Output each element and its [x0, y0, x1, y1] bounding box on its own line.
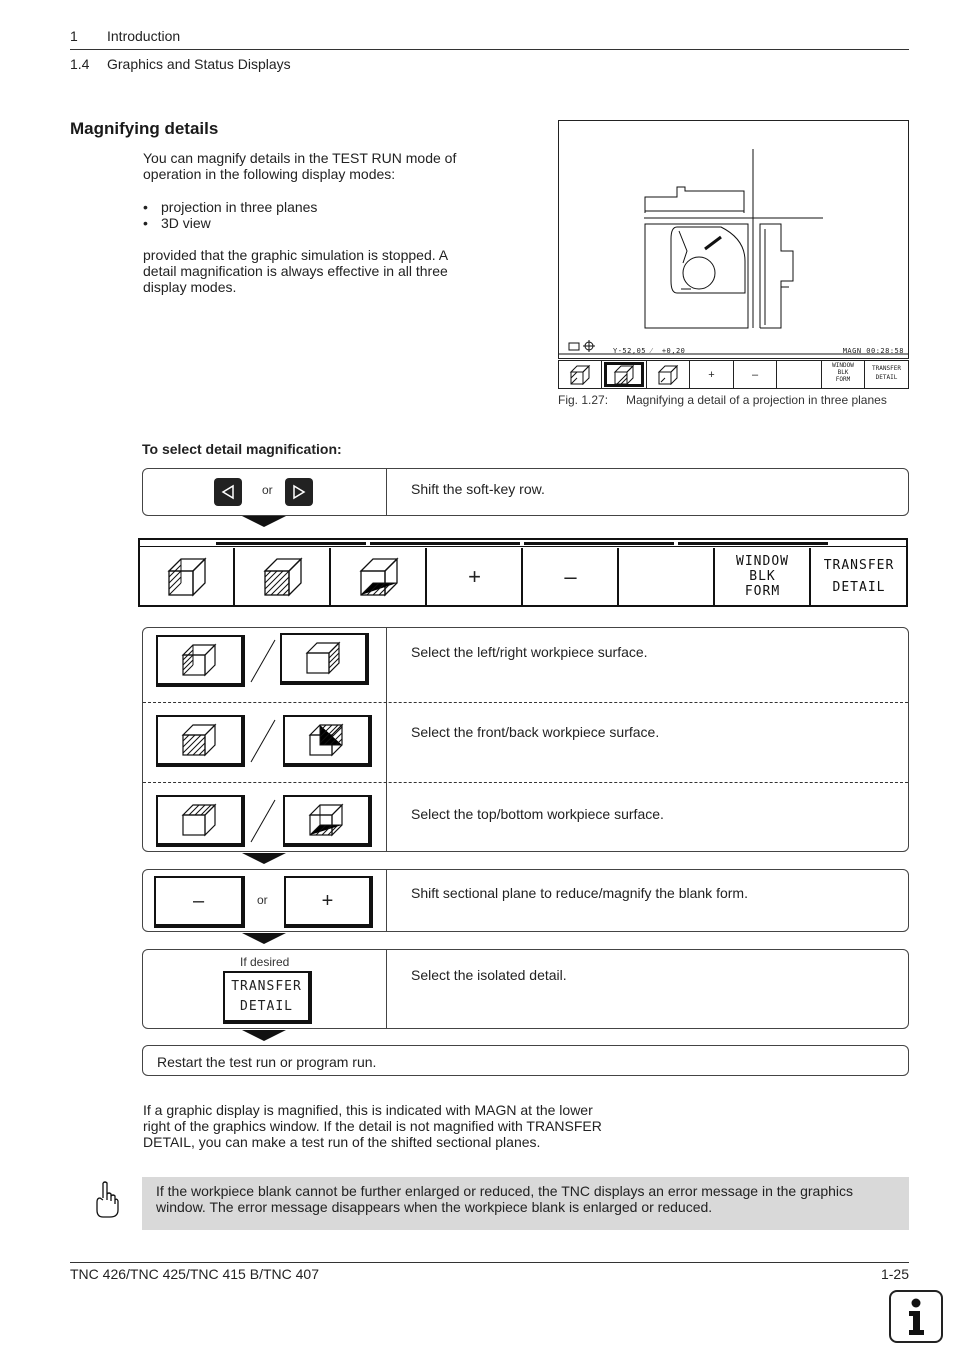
transfer-detail-key[interactable]: TRANSFER DETAIL: [223, 971, 312, 1024]
softkey-empty: [620, 548, 715, 605]
header-rule: [70, 49, 909, 50]
cube-left-icon: [569, 365, 591, 385]
list-item: • 3D view: [143, 215, 211, 231]
step-surface-selection: [142, 627, 909, 852]
triangle-left-icon: [220, 484, 236, 500]
step-text: Shift sectional plane to reduce/magnify the blank form.: [411, 885, 748, 901]
pointing-hand-icon: [92, 1180, 120, 1220]
cube-front-icon: [180, 723, 220, 757]
footer-models: TNC 426/TNC 425/TNC 415 B/TNC 407: [70, 1266, 319, 1282]
figure-caption: Magnifying a detail of a projection in three planes: [626, 393, 887, 407]
chapter-title: Introduction: [107, 28, 181, 44]
minus-key[interactable]: –: [154, 876, 245, 928]
procedure-title: To select detail magnification:: [142, 441, 342, 457]
cube-back-icon: [307, 723, 347, 757]
section-title: Graphics and Status Displays: [107, 56, 291, 72]
triangle-right-icon: [291, 484, 307, 500]
step-shift-plane: [142, 869, 909, 932]
cube-left-icon: [180, 643, 220, 677]
footer-rule: [70, 1262, 909, 1263]
figure-softkey-plus[interactable]: +: [690, 361, 734, 388]
cube-front-hatched-icon: [261, 557, 305, 597]
cube-top-icon: [657, 365, 679, 385]
note-box: [142, 1177, 909, 1230]
step-shift-softkey-row: [142, 468, 909, 516]
step-text: Select the top/bottom workpiece surface.: [411, 806, 664, 822]
step-text: Shift the soft-key row.: [411, 481, 545, 497]
softkey-transfer-detail[interactable]: TRANSFER DETAIL: [823, 557, 895, 595]
figure-softkey-bar: [558, 360, 909, 389]
softkey-row: [138, 538, 908, 607]
projection-drawing: [559, 121, 908, 358]
back-surface-key[interactable]: [283, 715, 372, 767]
arrow-left-key[interactable]: [214, 478, 242, 506]
or-label: or: [262, 483, 273, 497]
step-restart: [142, 1045, 909, 1076]
bullet-list: [143, 199, 317, 231]
step-text: Restart the test run or program run.: [157, 1054, 377, 1070]
slash-separator: [249, 718, 277, 764]
figure-softkey-minus[interactable]: –: [734, 361, 777, 388]
right-surface-key[interactable]: [280, 633, 369, 685]
or-label: or: [257, 893, 268, 907]
step-transfer-detail: [142, 949, 909, 1029]
softkey-window-blk-form[interactable]: WINDOW BLK FORM: [716, 548, 811, 605]
cube-top-icon: [180, 803, 220, 837]
figure-softkey-window-blk-form[interactable]: WINDOW BLK FORM: [822, 361, 865, 388]
softkey-top-bottom[interactable]: [332, 548, 427, 605]
left-surface-key[interactable]: [156, 635, 245, 687]
cube-right-icon: [304, 641, 344, 675]
softkey-plus[interactable]: +: [428, 548, 523, 605]
softkey-minus[interactable]: –: [524, 548, 619, 605]
bottom-surface-key[interactable]: [283, 795, 372, 847]
top-surface-key[interactable]: [156, 795, 245, 847]
figure-caption-number: Fig. 1.27:: [558, 393, 609, 407]
arrow-down-icon: [242, 933, 286, 944]
step-text: Select the front/back workpiece surface.: [411, 724, 660, 740]
arrow-down-icon: [242, 853, 286, 864]
step-text: Select the isolated detail.: [411, 967, 567, 983]
step-text: Select the left/right workpiece surface.: [411, 644, 648, 660]
softkey-front-back[interactable]: [236, 548, 331, 605]
page-number: 1-25: [880, 1266, 909, 1282]
arrow-right-key[interactable]: [285, 478, 313, 506]
softkey-left-right[interactable]: [140, 548, 235, 605]
arrow-down-icon: [242, 1030, 286, 1041]
info-icon[interactable]: [889, 1290, 943, 1343]
coordinate-readout: Y-52,05 ⁄ +0,20: [613, 347, 686, 355]
cube-bottom-hatched-icon: [357, 557, 401, 597]
graphics-screen: [558, 120, 909, 359]
slash-separator: [249, 638, 277, 684]
cube-front-icon: [613, 365, 635, 385]
arrow-down-icon: [242, 516, 286, 527]
cube-bottom-icon: [307, 803, 347, 837]
figure-softkey-empty: [777, 361, 822, 388]
chapter-number: 1: [70, 28, 78, 44]
front-surface-key[interactable]: [156, 715, 245, 767]
if-desired-label: If desired: [240, 955, 290, 969]
note-text: If the workpiece blank cannot be further enlarged or reduced, the TNC displays an error message in the graphics window. The error message disappears when the workpiece blank is enlarged or reduced.: [156, 1183, 854, 1215]
cube-left-hatched-icon: [165, 557, 209, 597]
plus-key[interactable]: +: [284, 876, 373, 928]
figure-softkey-front-back[interactable]: [604, 362, 644, 387]
figure-softkey-left-right[interactable]: [559, 361, 602, 388]
figure-softkey-top-bottom[interactable]: [646, 361, 690, 388]
figure-softkey-transfer-detail[interactable]: TRANSFER DETAIL: [872, 365, 901, 381]
section-number: 1.4: [70, 56, 90, 72]
page-title: Magnifying details: [70, 119, 219, 138]
slash-separator: [249, 798, 277, 844]
closing-paragraph: If a graphic display is magnified, this is indicated with MAGN at the lower right of the graphics window. If the detail is not magnified with TRANSFER DETAIL, you can make a test run of the shifted sectional planes.: [143, 1102, 602, 1150]
list-item: • projection in three planes: [143, 199, 318, 215]
magn-status: MAGN 00:28:58: [842, 347, 904, 355]
condition-paragraph: provided that the graphic simulation is stopped. A detail magnification is always effective in all three display modes.: [143, 247, 448, 295]
intro-paragraph: You can magnify details in the TEST RUN mode of operation in the following display modes:: [143, 150, 457, 182]
